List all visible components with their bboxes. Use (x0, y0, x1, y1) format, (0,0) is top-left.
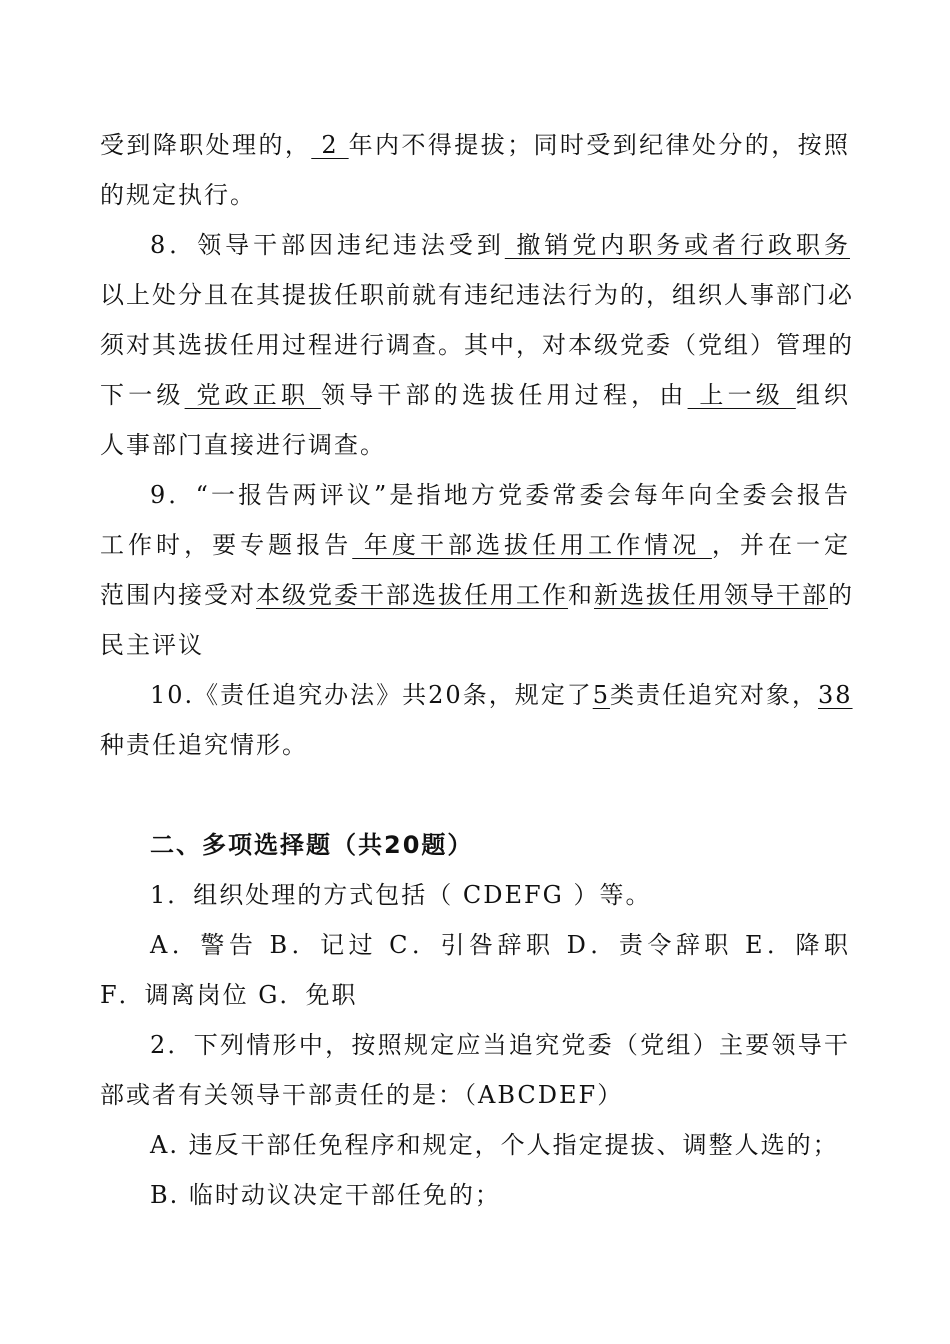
mq1-options-line-1: A．警告 B．记过 C．引咎辞职 D．责令辞职 E．降职 (150, 931, 850, 959)
mq1-question: 1．组织处理的方式包括（ CDEFG ）等。 (150, 881, 652, 909)
q10-line-2: 种责任追究情形。 (100, 731, 308, 759)
answer-blank: 撤销党内职务或者行政职务 (504, 231, 850, 259)
text: 组织 (795, 381, 851, 409)
text: 8．领导干部因违纪违法受到 (150, 231, 505, 259)
mq2-question-line-1: 2．下列情形中，按照规定应当追究党委（党组）主要领导干 (150, 1031, 850, 1059)
q8-line-5: 人事部门直接进行调查。 (100, 431, 386, 459)
answer-blank: 2 (311, 131, 349, 159)
answer-blank: 党政正职 (184, 381, 322, 409)
text: 和 (568, 581, 594, 609)
mq2-question-line-2: 部或者有关领导干部责任的是：（ABCDEF） (100, 1081, 624, 1109)
text: 领导干部的选拔任用过程，由 (321, 381, 688, 409)
text: 受到降职处理的， (100, 131, 312, 159)
mq1-options-line-2: F．调离岗位 G．免职 (100, 981, 358, 1009)
q9-line-4: 民主评议 (100, 631, 204, 659)
answer-blank: 38 (818, 681, 853, 709)
q8-line-3: 须对其选拔任用过程进行调查。其中，对本级党委（党组）管理的 (100, 331, 854, 359)
answer-blank: 本级党委干部选拔任用工作 (256, 581, 568, 609)
answer-blank: 上一级 (687, 381, 796, 409)
section-heading: 二、多项选择题（共20题） (150, 831, 474, 859)
text: 的 (828, 581, 854, 609)
text: 类责任追究对象， (610, 681, 818, 709)
text: ，并在一定 (711, 531, 850, 559)
q7-line-1 (100, 128, 850, 162)
text: 年内不得提拔；同时受到纪律处分的，按照 (348, 131, 851, 159)
mq2-option-a: A. 违反干部任免程序和规定，个人指定提拔、调整人选的； (150, 1131, 839, 1159)
q9-line-1: 9．“一报告两评议”是指地方党委常委会每年向全委会报告 (150, 481, 850, 509)
text: 范围内接受对 (100, 581, 256, 609)
q8-line-1 (150, 228, 850, 262)
q7-line-2: 的规定执行。 (100, 181, 256, 209)
answer-blank: 新选拔任用领导干部 (594, 581, 828, 609)
q10-line-1 (150, 678, 853, 712)
q9-line-3 (100, 578, 854, 612)
q8-line-2: 以上处分且在其提拔任职前就有违纪违法行为的，组织人事部门必 (100, 281, 854, 309)
text: 下一级 (100, 381, 185, 409)
q9-line-2 (100, 528, 850, 562)
text: 10.《责任追究办法》共20条，规定了 (150, 681, 593, 709)
answer-blank: 年度干部选拔任用工作情况 (352, 531, 712, 559)
q8-line-4 (100, 378, 850, 412)
answer-blank: 5 (592, 681, 610, 709)
text: 工作时，要专题报告 (100, 531, 353, 559)
mq2-option-b: B. 临时动议决定干部任免的； (150, 1181, 501, 1209)
